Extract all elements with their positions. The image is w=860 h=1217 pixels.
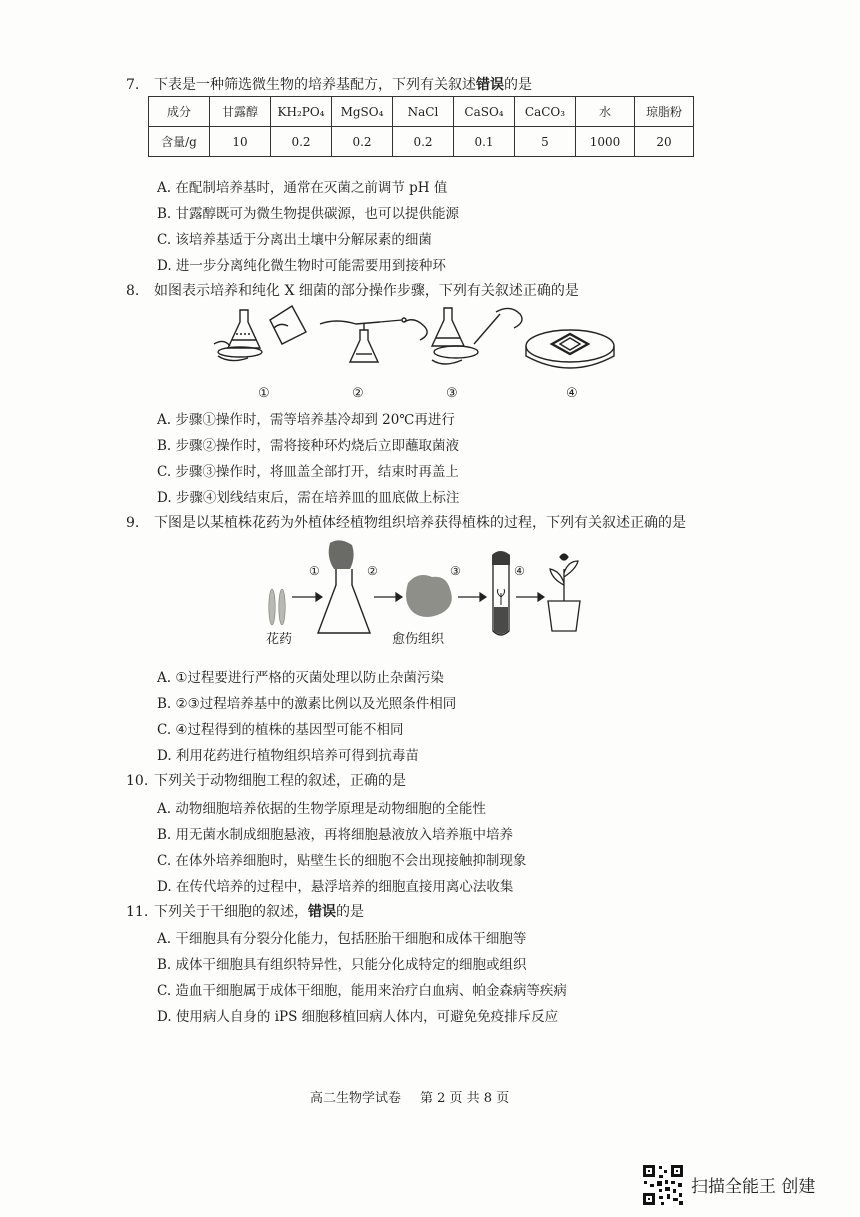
step-4-petri-dish-illustration (526, 330, 614, 368)
table-cell: 20 (635, 127, 694, 157)
q9-option-b: B. ②③过程培养基中的激素比例以及光照条件相同 (157, 696, 457, 712)
table-cell: 琼脂粉 (635, 97, 694, 127)
callus-illustration (406, 575, 452, 617)
question-9-stem: 9. 下图是以某植株花药为外植体经植物组织培养获得植株的过程，下列有关叙述正确的是 (126, 515, 686, 531)
q7-option-a: A. 在配制培养基时，通常在灭菌之前调节 pH 值 (157, 180, 448, 196)
footer-page-number: 第 2 页 共 8 页 (420, 1091, 510, 1106)
step-label-1: ① (258, 386, 270, 401)
question-11-stem: 11. 下列关于干细胞的叙述，错误的是 (126, 904, 364, 920)
arrow-1 (292, 593, 322, 601)
q9-option-c: C. ④过程得到的植株的基因型可能不相同 (157, 722, 404, 738)
culture-flask-illustration (318, 540, 370, 633)
inoculation-steps-figure (210, 300, 630, 382)
q11-option-d: D. 使用病人自身的 iPS 细胞移植回病人体内，可避免免疫排斥反应 (157, 1009, 559, 1025)
question-8-stem: 8. 如图表示培养和纯化 X 细菌的部分操作步骤，下列有关叙述正确的是 (126, 283, 579, 299)
arrow-label-3: ③ (450, 564, 461, 578)
q7-option-b: B. 甘露醇既可为微生物提供碳源，也可以提供能源 (157, 206, 460, 222)
arrow-3 (458, 593, 486, 601)
arrow-4 (516, 593, 544, 601)
q9-option-d: D. 利用花药进行植物组织培养可得到抗毒苗 (157, 748, 419, 764)
table-cell: 含量/g (149, 127, 210, 157)
table-cell: 5 (515, 127, 576, 157)
table-cell: KH₂PO₄ (271, 97, 332, 127)
q10-option-d: D. 在传代培养的过程中，悬浮培养的细胞直接用离心法收集 (157, 879, 514, 895)
arrow-label-2: ② (367, 564, 378, 578)
step-2-loop-illustration (320, 318, 427, 362)
step-3-streaking-illustration (432, 308, 522, 364)
table-cell: NaCl (393, 97, 454, 127)
table-cell: CaSO₄ (454, 97, 515, 127)
step-label-3: ③ (446, 386, 458, 401)
q11-option-b: B. 成体干细胞具有组织特异性，只能分化成特定的细胞或组织 (157, 957, 527, 973)
table-cell: 成分 (149, 97, 210, 127)
table-cell: 10 (210, 127, 271, 157)
step-1-pouring-illustration (214, 306, 306, 361)
footer-exam-title: 高二生物学试卷 (310, 1091, 402, 1106)
arrow-2 (374, 593, 402, 601)
q8-option-a: A. 步骤①操作时，需等培养基冷却到 20℃再进行 (157, 412, 455, 428)
q10-option-a: A. 动物细胞培养依据的生物学原理是动物细胞的全能性 (157, 801, 486, 817)
table-cell: MgSO₄ (332, 97, 393, 127)
q8-option-c: C. 步骤③操作时，将皿盖全部打开，结束时再盖上 (157, 464, 459, 480)
table-cell: 甘露醇 (210, 97, 271, 127)
table-cell: 0.2 (332, 127, 393, 157)
question-7-stem: 7. 下表是一种筛选微生物的培养基配方，下列有关叙述错误的是 (126, 77, 532, 93)
step-label-2: ② (352, 386, 364, 401)
callus-label: 愈伤组织 (392, 632, 445, 647)
q11-option-a: A. 干细胞具有分裂分化能力，包括胚胎干细胞和成体干细胞等 (157, 931, 527, 947)
step-label-4: ④ (566, 386, 578, 401)
q7-option-d: D. 进一步分离纯化微生物时可能需要用到接种环 (157, 258, 446, 274)
table-cell: CaCO₃ (515, 97, 576, 127)
arrow-label-1: ① (309, 564, 320, 578)
potted-plant-illustration (548, 554, 580, 631)
anther-illustration (269, 589, 285, 625)
q8-option-b: B. 步骤②操作时，需将接种环灼烧后立即蘸取菌液 (157, 438, 460, 454)
qr-code-icon (641, 1163, 685, 1207)
table-cell: 0.1 (454, 127, 515, 157)
table-cell: 1000 (576, 127, 635, 157)
anther-label: 花药 (266, 632, 293, 647)
q11-option-c: C. 造血干细胞属于成体干细胞，能用来治疗白血病、帕金森病等疾病 (157, 983, 567, 999)
test-tube-illustration (492, 551, 510, 635)
question-10-stem: 10. 下列关于动物细胞工程的叙述，正确的是 (126, 773, 406, 789)
medium-formula-table (148, 96, 694, 157)
table-row (149, 127, 694, 157)
arrow-label-4: ④ (514, 564, 525, 578)
table-cell: 0.2 (271, 127, 332, 157)
q9-option-a: A. ①过程要进行严格的灭菌处理以防止杂菌污染 (157, 670, 444, 686)
q7-option-c: C. 该培养基适于分离出土壤中分解尿素的细菌 (157, 232, 432, 248)
scanner-watermark-text: 扫描全能王 创建 (691, 1177, 816, 1197)
q10-option-b: B. 用无菌水制成细胞悬液，再将细胞悬液放入培养瓶中培养 (157, 827, 514, 843)
q10-option-c: C. 在体外培养细胞时，贴壁生长的细胞不会出现接触抑制现象 (157, 853, 527, 869)
table-cell: 水 (576, 97, 635, 127)
q8-option-d: D. 步骤④划线结束后，需在培养皿的皿底做上标注 (157, 490, 460, 506)
table-cell: 0.2 (393, 127, 454, 157)
table-header-row (149, 97, 694, 127)
